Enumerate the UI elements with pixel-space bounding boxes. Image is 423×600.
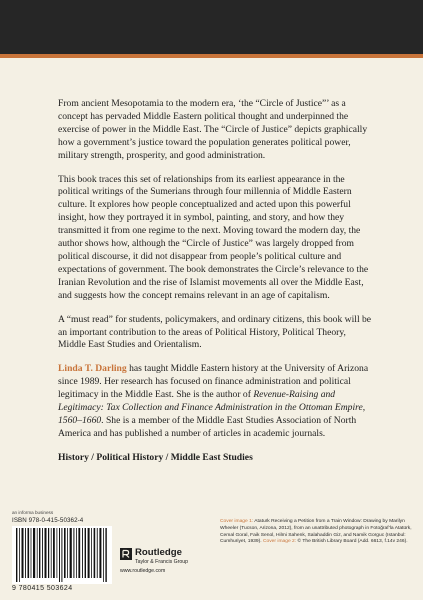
subject-categories: History / Political History / Middle East Studies [58, 451, 253, 463]
author-book-title: Revenue-Raising and Legitimacy: Tax Collection and Finance Administration in the Ottoman Empire, 1560–1660 [58, 389, 366, 426]
barcode-image [12, 526, 112, 584]
blurb-paragraph-3: A “must read” for students, policymakers, and ordinary citizens, this book will be an important contribution to the areas of Political History, Political Theory, Middle East Studies and Orientalism. [58, 313, 372, 351]
credit-text-2: © The British Library Board (Add. 6613, f.14v 246). [296, 539, 408, 545]
publisher-name: Routledge [135, 547, 182, 558]
author-bio-text-a: has taught Middle Eastern history at the University of Arizona since 1989. Her research has focused on finance administration and political legitimacy in the Middle East. She is the author of [58, 363, 369, 401]
cover-image-band [0, 0, 423, 54]
routledge-logo-icon [120, 548, 132, 560]
isbn-label: ISBN 978-0-415-50362-4 [12, 517, 84, 524]
back-cover-blurb [58, 98, 372, 465]
author-bio [58, 363, 372, 440]
credit-label-2: Cover image 2: [262, 539, 297, 545]
informa-tagline: an informa business [12, 510, 54, 515]
blurb-paragraph-1: From ancient Mesopotamia to the modern era, ‘the “Circle of Justice”’ as a concept has pervaded Middle Eastern political thought and underpinned the exercise of power in the Middle East. The “Circle of Justice” depicts graphically how a government’s justice toward the population generates political power, military strength, prosperity, and good administration. [58, 98, 368, 161]
publisher-group: Taylor & Francis Group [135, 559, 189, 565]
blurb-paragraph-2: This book traces this set of relationships from its earliest appearance in the political writings of the Sumerians through four millennia of Middle Eastern culture. It explores how people conceptualized and acted upon this powerful insight, how they portrayed it in symbol, painting, and story, and how they transmitted it from one regime to the next. Moving toward the modern day, the author shows how, although the “Circle of Justice” was largely dropped from political discourse, it did not disappear from people’s political culture and expectations of government. The book demonstrates the Circle’s relevance to the Iranian Revolution and the rise of Islamist movements all over the Middle East, and suggests how the concept remains relevant in an age of capitalism. [58, 173, 369, 301]
cover-image-credit [220, 519, 415, 546]
barcode-digits: 9 780415 503624 [12, 585, 73, 592]
credit-label-1: Cover image 1: [220, 519, 254, 524]
publisher-url[interactable]: www.routledge.com [120, 568, 166, 574]
author-name: Linda T. Darling [58, 363, 127, 375]
author-bio-text-b: . She is a member of the Middle East Studies Association of North America and has published a number of articles in academic journals. [58, 414, 357, 439]
credit-text-1: Ataturk Receiving a Petition from a Train Window: Drawing by Marilyn Wheeler (Tucson, Arizona, 2012), from an unattributed photograph in Fotoğraf’la Atatürk, Cemal Goral, Faik Senol, Hilmi Sahenk, Salahaddin Giz, and Namik Gorguc (Istanbul: Cumhuriyet, 1939). [220, 519, 412, 545]
